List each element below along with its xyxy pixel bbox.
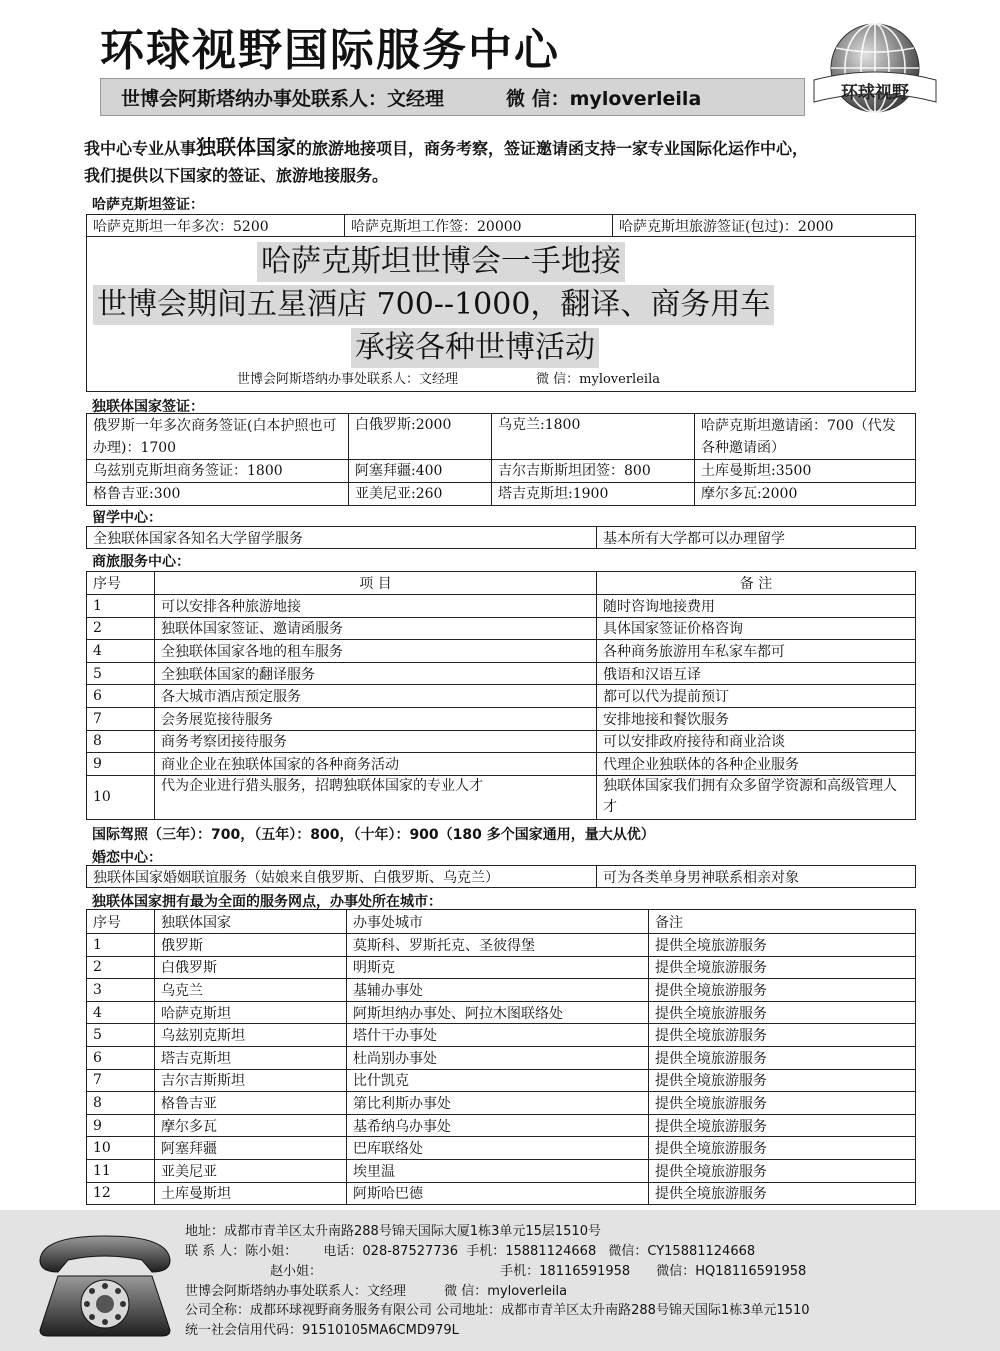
contact1-mobile: 手机：15881124668: [466, 1244, 597, 1259]
table-cell: 巴库联络处: [347, 1137, 649, 1160]
table-cell: 12: [87, 1182, 155, 1205]
table-cell: 莫斯科、罗斯托克、圣彼得堡: [347, 934, 649, 957]
table-cell: 提供全境旅游服务: [649, 1069, 916, 1092]
expo-wechat: 微 信：myloverleila: [444, 1284, 568, 1299]
table-cell: 提供全境旅游服务: [649, 1092, 916, 1115]
table-cell: 1: [87, 595, 155, 618]
banner-line2: 世博会期间五星酒店 700--1000，翻译、商务用车: [93, 285, 774, 325]
table-cell: 俄罗斯: [155, 934, 347, 957]
table-row: [87, 1159, 916, 1182]
table-cell: 独联体国家我们拥有众多留学资源和高级管理人才: [597, 775, 916, 819]
expo-banner: [86, 236, 916, 392]
contact2-label: 赵小姐：: [270, 1264, 323, 1279]
table-row: [87, 1092, 916, 1115]
cis-visa-cell: 白俄罗斯:2000: [349, 414, 492, 460]
table-row: [87, 617, 916, 640]
table-row: [87, 730, 916, 753]
table-cell: 提供全境旅游服务: [649, 1001, 916, 1024]
contact1-tel: 电话：028-87527736: [323, 1244, 459, 1259]
table-cell: 俄语和汉语互译: [597, 662, 916, 685]
table-row: [87, 979, 916, 1002]
banner-wechat: 微 信：myloverleila: [536, 372, 660, 387]
table-cell: 埃里温: [347, 1159, 649, 1182]
table-cell: 阿斯坦纳办事处、阿拉木图联络处: [347, 1001, 649, 1024]
table-cell: 可以安排各种旅游地接: [155, 595, 597, 618]
footer-contact2: [270, 1260, 806, 1279]
table-cell: 安排地接和餐饮服务: [597, 707, 916, 730]
table-row: [87, 640, 916, 663]
cis-visa-cell: 摩尔多瓦:2000: [695, 483, 916, 506]
business-table: [86, 571, 916, 820]
table-cell: 随时咨询地接费用: [597, 595, 916, 618]
table-cell: 摩尔多瓦: [155, 1114, 347, 1137]
table-cell: 塔吉克斯坦: [155, 1046, 347, 1069]
kz-visa-table: [86, 214, 916, 237]
table-cell: 提供全境旅游服务: [649, 1159, 916, 1182]
intro-line1-pre: 我中心专业从事: [84, 139, 197, 158]
kz-visa-item: 哈萨克斯坦工作签：20000: [345, 215, 613, 237]
banner-contact-label: 世博会阿斯塔纳办事处联系人：文经理: [237, 372, 459, 387]
marriage-label: 婚恋中心：: [92, 850, 162, 866]
table-row: [87, 1001, 916, 1024]
banner-line3: 承接各种世博活动: [351, 328, 599, 368]
driving-license: 国际驾照（三年）：700，（五年）：800，（十年）：900（180 多个国家通用，量大从优）: [92, 827, 655, 843]
header-contact-label: 世博会阿斯塔纳办事处联系人：文经理: [121, 87, 445, 110]
table-cell: 2: [87, 956, 155, 979]
table-cell: 代为企业进行猎头服务，招聘独联体国家的专业人才: [155, 775, 597, 819]
footer-expo-contact: [185, 1280, 567, 1299]
header-wechat-label: 微 信：myloverleila: [506, 87, 702, 110]
table-cell: 全独联体国家的翻译服务: [155, 662, 597, 685]
table-cell: 哈萨克斯坦: [155, 1001, 347, 1024]
table-cell: 提供全境旅游服务: [649, 1024, 916, 1047]
table-cell: 10: [87, 775, 155, 819]
business-header: 项 目: [155, 572, 597, 595]
table-cell: 7: [87, 1069, 155, 1092]
table-cell: 4: [87, 1001, 155, 1024]
table-cell: 4: [87, 640, 155, 663]
table-row: [87, 1024, 916, 1047]
cis-visa-cell: 乌克兰:1800: [492, 414, 695, 460]
globe-logo: [808, 18, 942, 124]
table-row: [87, 707, 916, 730]
intro-line2: 我们提供以下国家的签证、旅游地接服务。: [84, 166, 389, 185]
table-cell: 6: [87, 685, 155, 708]
offices-header: 独联体国家: [155, 910, 347, 934]
table-cell: 可以安排政府接待和商业洽谈: [597, 730, 916, 753]
table-cell: 提供全境旅游服务: [649, 934, 916, 957]
intro-line1-post: 的旅游地接项目，商务考察，签证邀请函支持一家专业国际化运作中心，: [296, 139, 809, 158]
offices-header: 办事处城市: [347, 910, 649, 934]
table-cell: 提供全境旅游服务: [649, 1114, 916, 1137]
table-cell: 3: [87, 979, 155, 1002]
banner-line1: 哈萨克斯坦世博会一手地接: [257, 242, 625, 282]
table-cell: 6: [87, 1046, 155, 1069]
table-row: [87, 1137, 916, 1160]
contact2-mobile: 手机：18116591958: [500, 1264, 631, 1279]
cis-visa-table: [86, 413, 916, 506]
business-header: 备 注: [597, 572, 916, 595]
table-cell: 提供全境旅游服务: [649, 979, 916, 1002]
kz-visa-item: 哈萨克斯坦一年多次：5200: [87, 215, 345, 237]
table-row: [87, 662, 916, 685]
table-cell: 5: [87, 662, 155, 685]
table-cell: 明斯克: [347, 956, 649, 979]
table-cell: 提供全境旅游服务: [649, 1137, 916, 1160]
table-cell: 会务展览接待服务: [155, 707, 597, 730]
table-cell: 白俄罗斯: [155, 956, 347, 979]
study-table: [86, 526, 916, 549]
business-header: 序号: [87, 572, 155, 595]
kz-visa-label: 哈萨克斯坦签证：: [92, 197, 204, 213]
header-contact-bar: [100, 78, 805, 116]
telephone-icon: [30, 1230, 180, 1340]
table-cell: 基希纳乌办事处: [347, 1114, 649, 1137]
banner-contact: [237, 368, 660, 387]
table-cell: 各大城市酒店预定服务: [155, 685, 597, 708]
table-cell: 具体国家签证价格咨询: [597, 617, 916, 640]
table-cell: 9: [87, 753, 155, 776]
table-cell: 5: [87, 1024, 155, 1047]
cis-visa-cell: 塔吉克斯坦:1900: [492, 483, 695, 506]
contact1-wechat: 微信：CY15881124668: [608, 1244, 756, 1259]
table-row: [87, 595, 916, 618]
table-row: [87, 1182, 916, 1205]
offices-label: 独联体国家拥有最为全面的服务网点，办事处所在城市：: [92, 894, 442, 910]
cis-visa-cell: 亚美尼亚:260: [349, 483, 492, 506]
table-row: [87, 934, 916, 957]
table-cell: 提供全境旅游服务: [649, 1182, 916, 1205]
table-cell: 吉尔吉斯斯坦: [155, 1069, 347, 1092]
intro-line1-emphasis: 独联体国家: [196, 135, 297, 159]
table-cell: 11: [87, 1159, 155, 1182]
table-cell: 阿斯哈巴德: [347, 1182, 649, 1205]
table-cell: 乌克兰: [155, 979, 347, 1002]
cis-visa-cell: 俄罗斯一年多次商务签证(白本护照也可办理)：1700: [87, 414, 349, 460]
table-row: [87, 956, 916, 979]
intro-text: [84, 134, 996, 189]
table-row: [87, 753, 916, 776]
table-cell: 9: [87, 1114, 155, 1137]
business-label: 商旅服务中心：: [92, 554, 190, 570]
study-label: 留学中心：: [92, 510, 162, 526]
offices-table: [86, 909, 916, 1205]
offices-header: 序号: [87, 910, 155, 934]
table-cell: 10: [87, 1137, 155, 1160]
table-row: [87, 1069, 916, 1092]
marriage-table: [86, 865, 916, 888]
footer-company: 公司全称：成都环球视野商务服务有限公司 公司地址：成都市青羊区太升南路288号锦天国际1栋3单元1510: [185, 1303, 810, 1318]
table-cell: 各种商务旅游用车私家车都可: [597, 640, 916, 663]
footer-credit-code: 统一社会信用代码：91510105MA6CMD979L: [185, 1323, 459, 1338]
table-cell: 阿塞拜疆: [155, 1137, 347, 1160]
cis-visa-cell: 哈萨克斯坦邀请函：700（代发各种邀请函）: [695, 414, 916, 460]
contact2-wechat: 微信：HQ18116591958: [656, 1264, 807, 1279]
table-cell: 比什凯克: [347, 1069, 649, 1092]
table-cell: 乌兹别克斯坦: [155, 1024, 347, 1047]
logo-text: 环球视野: [841, 83, 909, 103]
cis-visa-cell: 乌兹别克斯坦商务签证：1800: [87, 460, 349, 483]
table-cell: 2: [87, 617, 155, 640]
cis-visa-cell: 吉尔吉斯斯坦团签：800: [492, 460, 695, 483]
table-cell: 提供全境旅游服务: [649, 956, 916, 979]
kz-visa-item: 哈萨克斯坦旅游签证(包过)：2000: [613, 215, 916, 237]
marriage-cell: 可为各类单身男神联系相亲对象: [597, 866, 916, 888]
table-cell: 杜尚别办事处: [347, 1046, 649, 1069]
table-cell: 都可以代为提前预订: [597, 685, 916, 708]
study-cell: 全独联体国家各知名大学留学服务: [87, 527, 597, 549]
table-cell: 提供全境旅游服务: [649, 1046, 916, 1069]
table-cell: 土库曼斯坦: [155, 1182, 347, 1205]
table-cell: 商业企业在独联体国家的各种商务活动: [155, 753, 597, 776]
table-cell: 独联体国家签证、邀请函服务: [155, 617, 597, 640]
footer-address: 地址：成都市青羊区太升南路288号锦天国际大厦1栋3单元15层1510号: [185, 1224, 601, 1239]
table-cell: 格鲁吉亚: [155, 1092, 347, 1115]
study-cell: 基本所有大学都可以办理留学: [597, 527, 916, 549]
page-title: 环球视野国际服务中心: [100, 25, 560, 76]
table-row: [87, 685, 916, 708]
footer-contact1: [185, 1240, 755, 1259]
table-cell: 8: [87, 730, 155, 753]
footer: [0, 1210, 1000, 1351]
marriage-cell: 独联体国家婚姻联谊服务（姑娘来自俄罗斯、白俄罗斯、乌克兰）: [87, 866, 597, 888]
cis-visa-cell: 土库曼斯坦:3500: [695, 460, 916, 483]
table-row: [87, 775, 916, 819]
table-cell: 商务考察团接待服务: [155, 730, 597, 753]
offices-header: 备注: [649, 910, 916, 934]
cis-visa-cell: 格鲁吉亚:300: [87, 483, 349, 506]
table-cell: 塔什干办事处: [347, 1024, 649, 1047]
contact1-label: 联 系 人：陈小姐：: [185, 1244, 298, 1259]
cis-visa-cell: 阿塞拜疆:400: [349, 460, 492, 483]
cis-visa-label: 独联体国家签证：: [92, 399, 204, 415]
table-cell: 1: [87, 934, 155, 957]
expo-contact-label: 世博会阿斯塔纳办事处联系人：文经理: [185, 1284, 407, 1299]
table-cell: 第比利斯办事处: [347, 1092, 649, 1115]
table-cell: 基辅办事处: [347, 979, 649, 1002]
table-cell: 亚美尼亚: [155, 1159, 347, 1182]
table-cell: 代理企业独联体的各种企业服务: [597, 753, 916, 776]
table-cell: 7: [87, 707, 155, 730]
table-row: [87, 1046, 916, 1069]
table-cell: 全独联体国家各地的租车服务: [155, 640, 597, 663]
table-cell: 8: [87, 1092, 155, 1115]
table-row: [87, 1114, 916, 1137]
